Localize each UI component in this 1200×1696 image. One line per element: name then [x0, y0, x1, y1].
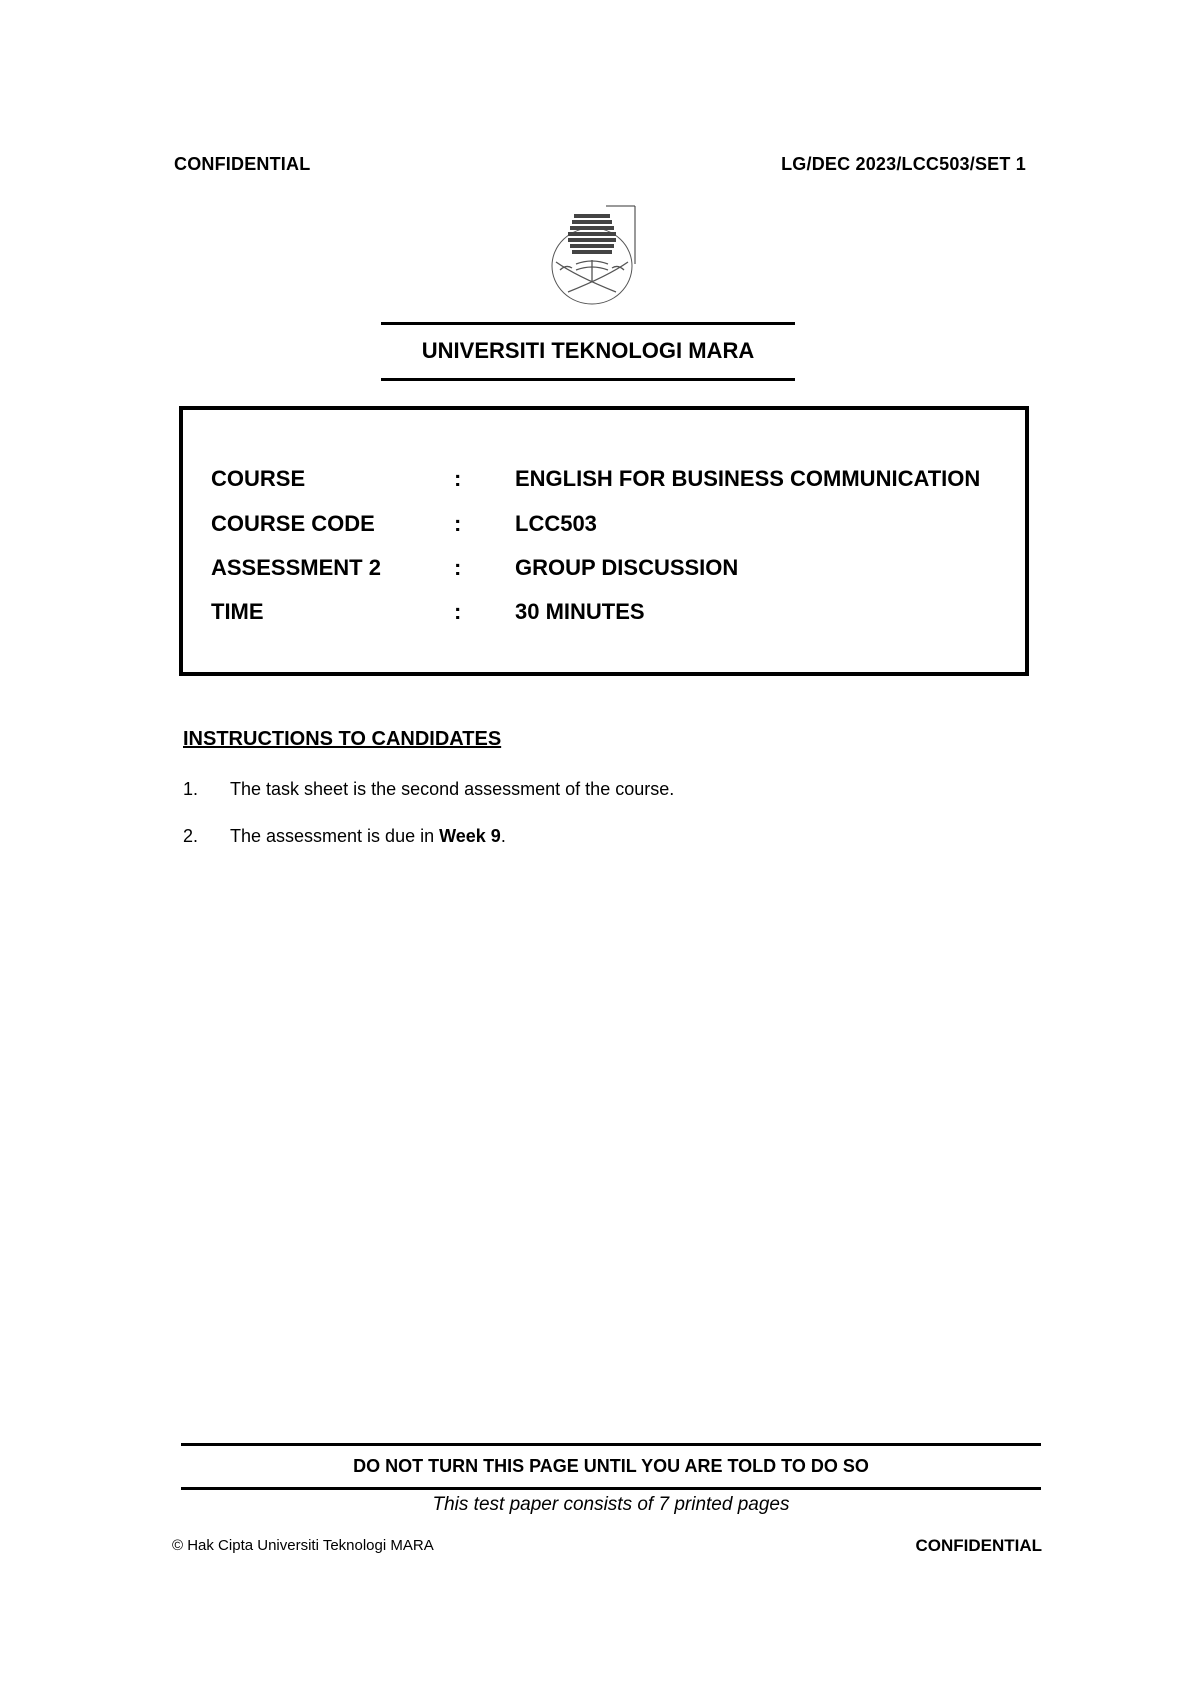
footer-confidential-label: CONFIDENTIAL	[915, 1536, 1042, 1555]
course-info-row-time	[211, 599, 1015, 629]
assessment-label: ASSESSMENT 2	[211, 555, 381, 580]
instruction-text-lead: The assessment is due in	[230, 826, 440, 846]
instruction-number: 2.	[183, 826, 199, 846]
university-name: UNIVERSITI TEKNOLOGI MARA	[421, 338, 755, 363]
footer-pages-note: This test paper consists of 7 printed pages	[432, 1494, 790, 1515]
course-value: ENGLISH FOR BUSINESS COMMUNICATION	[515, 466, 981, 491]
footer-rule-top	[181, 1443, 1041, 1446]
course-info-row-code	[211, 511, 1015, 541]
instruction-number: 1.	[183, 779, 199, 799]
course-info-row-assessment	[211, 555, 1015, 585]
separator: :	[454, 466, 462, 491]
course-code-label: COURSE CODE	[211, 511, 375, 536]
course-info-row-course	[211, 466, 1015, 496]
university-rule-bottom	[381, 378, 795, 381]
separator: :	[454, 511, 462, 536]
course-info-box	[179, 406, 1029, 676]
header-document-code: LG/DEC 2023/LCC503/SET 1	[781, 154, 1026, 174]
course-label: COURSE	[211, 466, 306, 491]
header-confidential-label: CONFIDENTIAL	[174, 154, 311, 174]
separator: :	[454, 555, 462, 580]
university-crest-icon	[546, 204, 638, 308]
instruction-text	[230, 826, 506, 847]
course-code-value: LCC503	[515, 511, 597, 536]
assessment-value: GROUP DISCUSSION	[515, 555, 739, 580]
separator: :	[454, 599, 462, 624]
instruction-text-tail: .	[500, 826, 506, 846]
footer-rule-bottom	[181, 1487, 1041, 1490]
instruction-text: The task sheet is the second assessment of the course.	[230, 779, 675, 799]
time-value: 30 MINUTES	[515, 599, 645, 624]
footer-copyright: © Hak Cipta Universiti Teknologi MARA	[172, 1537, 434, 1554]
footer-warning: DO NOT TURN THIS PAGE UNTIL YOU ARE TOLD TO DO SO	[353, 1456, 869, 1476]
time-label: TIME	[211, 599, 264, 624]
instructions-title: INSTRUCTIONS TO CANDIDATES	[183, 728, 502, 750]
instruction-due-week: Week 9	[439, 826, 501, 846]
university-rule-top	[381, 322, 795, 325]
